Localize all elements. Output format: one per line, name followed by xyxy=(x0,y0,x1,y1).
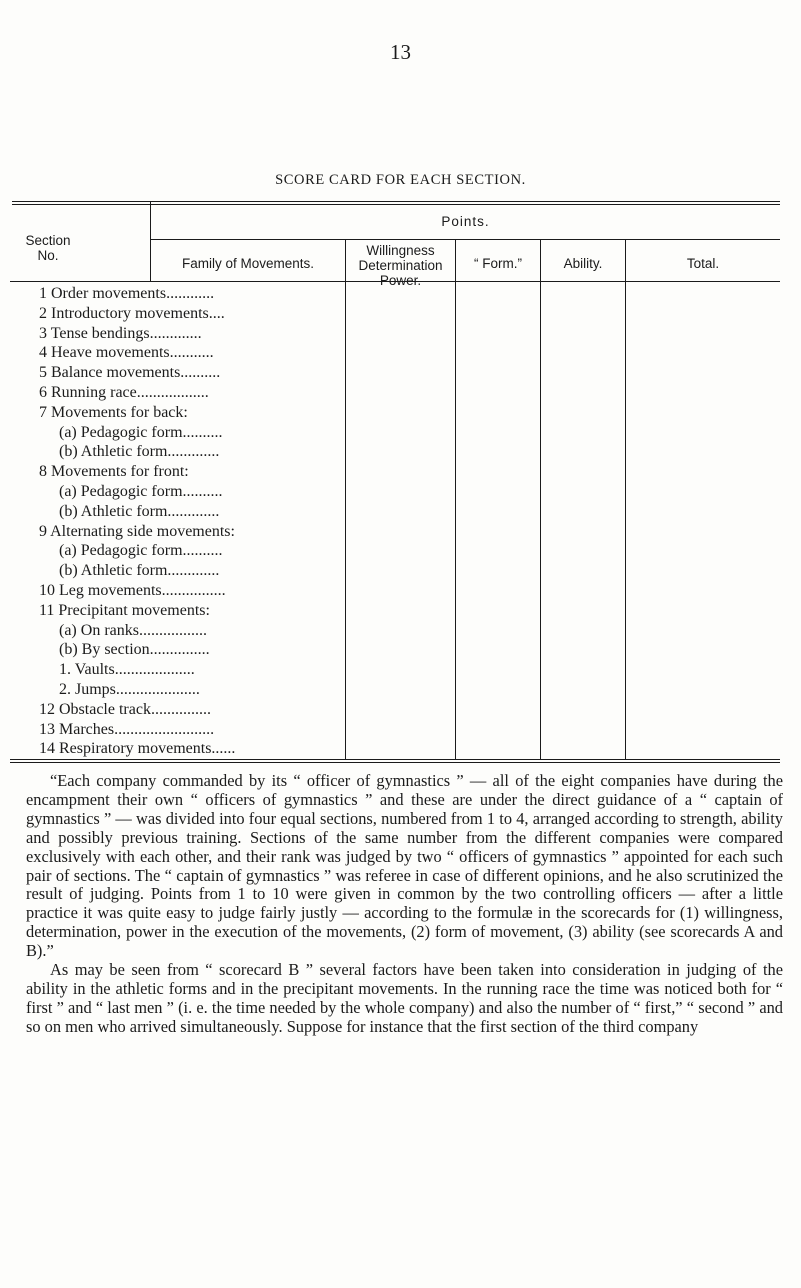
table-row: 2 Introductory movements.... xyxy=(39,304,225,322)
table-row: (a) On ranks................. xyxy=(59,621,207,639)
table-row: 10 Leg movements................ xyxy=(39,581,226,599)
table-row: 2. Jumps..................... xyxy=(59,680,200,698)
table-row: 12 Obstacle track............... xyxy=(39,700,211,718)
movement-list xyxy=(39,284,359,759)
table-row: (b) By section............... xyxy=(59,641,210,659)
table-row: (b) Athletic form............. xyxy=(59,443,220,461)
table-row: (b) Athletic form............. xyxy=(59,562,220,580)
table-row: 8 Movements for front: xyxy=(39,463,189,481)
table-row: (a) Pedagogic form.......... xyxy=(59,482,223,500)
table-row: 1 Order movements............ xyxy=(39,285,215,302)
header-family: Family of Movements. xyxy=(181,256,315,271)
table-row: 11 Precipitant movements: xyxy=(39,601,210,619)
points-underline xyxy=(151,239,780,240)
col-divider-ability xyxy=(625,239,626,760)
table-row: 1. Vaults.................... xyxy=(59,661,195,679)
table-row: 9 Alternating side movements: xyxy=(39,522,235,540)
page-number: 13 xyxy=(390,40,411,64)
col-divider-form xyxy=(540,239,541,760)
header-willingness: Willingness Determination Power. xyxy=(358,243,443,288)
table-row: (a) Pedagogic form.......... xyxy=(59,423,223,441)
table-row: 6 Running race.................. xyxy=(39,383,209,401)
table-row: 3 Tense bendings............. xyxy=(39,324,202,342)
table-row: 14 Respiratory movements...... xyxy=(39,740,236,758)
table-row: 13 Marches......................... xyxy=(39,720,215,738)
paragraph: “Each company commanded by its “ officer of gymnastics ” — all of the eight companies have during the encampment their own “ officers of gymnastics ” and these are under the direct guidance of a “ captain of gymnastics ” — was divided into four equal sections, numbered from 1 to 4, arranged according to strength, ability and possibly previous training. Sections of the same number from the different companies were compared exclusively with each other, and their rank was judged by two “ officers of gymnastics ” appointed for each such pair of sections. The “ captain of gymnastics ” was referee in case of different opinions, and he also scrutinized the result of judging. Points from 1 to 10 were given in common by the two controlling officers — after a little practice it was quite easy to judge fairly justly — according to the formulæ in the scorecards for (1) willingness, determination, power in the execution of the movements, (2) form of movement, (3) ability (see scorecards A and B).” xyxy=(26,771,783,961)
col-divider-willingness xyxy=(455,239,456,760)
table-bottom-rule-double xyxy=(10,762,780,763)
section-title: SCORE CARD FOR EACH SECTION. xyxy=(275,172,526,188)
table-row: 4 Heave movements........... xyxy=(39,344,214,362)
header-section-no: Section No. xyxy=(25,233,71,263)
table-row: (b) Athletic form............. xyxy=(59,502,220,520)
header-total: Total. xyxy=(686,256,720,271)
table-top-rule-double xyxy=(12,204,780,205)
body-text xyxy=(26,772,783,1037)
table-row: 7 Movements for back: xyxy=(39,403,188,421)
table-row: (a) Pedagogic form.......... xyxy=(59,542,223,560)
header-points: Points. xyxy=(441,214,490,229)
header-ability: Ability. xyxy=(563,256,603,271)
table-row: 5 Balance movements.......... xyxy=(39,364,221,382)
table-top-rule xyxy=(12,201,780,202)
paragraph: As may be seen from “ scorecard B ” several factors have been taken into consideration in judging of the ability in the athletic forms and in the precipitant movements. In the running race the time was noticed both for “ first ” and “ last men ” (i. e. the time needed by the whole company) and also the number of “ first,” “ second ” and so on men who arrived simultaneously. Suppose for instance that the first section of the third company xyxy=(26,960,783,1036)
table-bottom-rule xyxy=(10,759,780,760)
header-form: “ Form.” xyxy=(474,256,522,271)
